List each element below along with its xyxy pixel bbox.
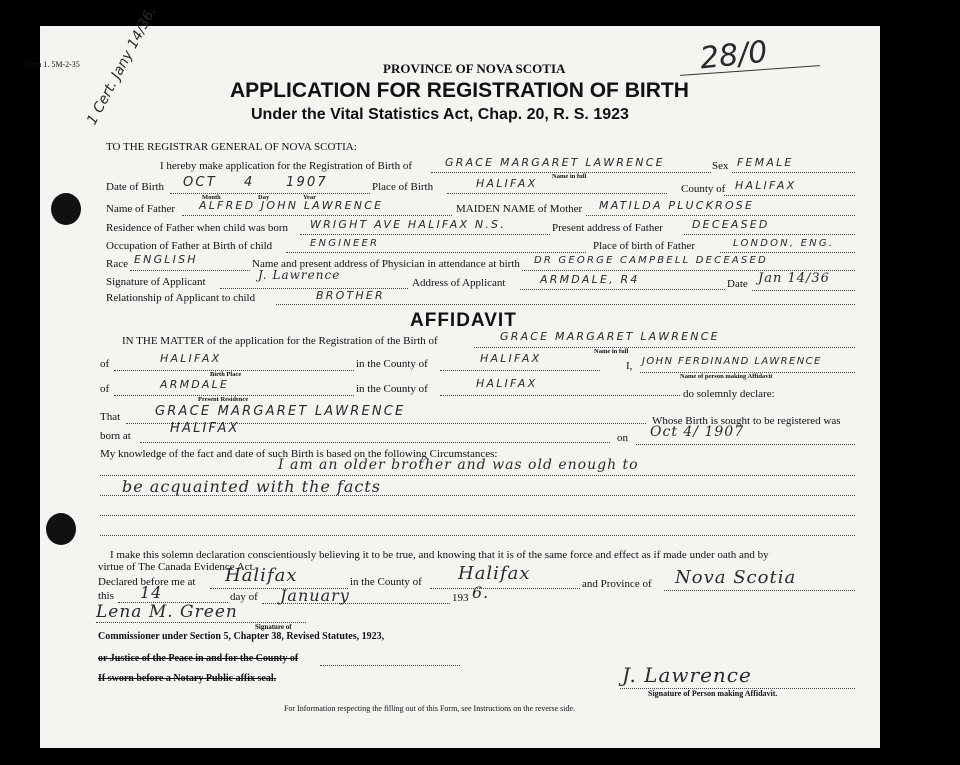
affidavit-that-name: GRACE MARGARET LAWRENCE — [155, 404, 406, 419]
province-label: and Province of — [582, 578, 652, 590]
residence-value: WRIGHT AVE HALIFAX N.S. — [310, 218, 506, 231]
deponent-name: JOHN FERDINAND LAWRENCE — [642, 356, 822, 367]
affidavit-born-at: HALIFAX — [170, 421, 240, 436]
circumstance-line-3 — [100, 515, 855, 516]
dob-year: 1907 — [286, 175, 328, 190]
year-label: Year — [303, 194, 316, 201]
serial-number: 28/0 — [698, 34, 770, 77]
mother-name: MATILDA PLUCKROSE — [599, 199, 755, 212]
year-prefix: 193 — [452, 592, 469, 604]
relationship-line — [276, 304, 855, 305]
circumstance-line-1 — [100, 475, 855, 476]
commissioner-label: Commissioner under Section 5, Chapter 38, Revised Statutes, 1923, — [98, 631, 385, 642]
occupation-label: Occupation of Father at Birth of child — [106, 240, 273, 252]
application-date: Jan 14/36 — [758, 271, 830, 286]
affiant-label: Signature of Person making Affidavit. — [648, 689, 778, 698]
form-title: APPLICATION FOR REGISTRATION OF BIRTH — [230, 79, 689, 102]
place-label: Place of Birth — [372, 181, 434, 193]
punch-hole-top — [51, 193, 81, 225]
affidavit-heading: AFFIDAVIT — [410, 310, 517, 331]
father-label: Name of Father — [106, 203, 176, 215]
residence-county-line — [440, 395, 680, 396]
sex-value: FEMALE — [737, 156, 794, 169]
county-label: County of — [681, 183, 726, 195]
physician-value: DR GEORGE CAMPBELL DECEASED — [534, 255, 768, 266]
certificate-note: 1 Cert. Jany 14/36. — [84, 4, 160, 128]
born-at-label: born at — [100, 430, 131, 442]
sex-label: Sex — [712, 160, 729, 172]
declared-at: Halifax — [225, 565, 298, 586]
affidavit-birth-place: HALIFAX — [160, 352, 222, 365]
date-label: Date — [727, 278, 748, 290]
notary-label: If sworn before a Notary Public affix seal. — [98, 673, 277, 684]
on-label: on — [617, 432, 628, 444]
physician-label: Name and present address of Physician in attendance at birth — [252, 258, 520, 270]
father-birthplace-value: LONDON, ENG. — [733, 238, 835, 249]
circumstance-line-1-text: I am an older brother and was old enough to — [278, 457, 639, 473]
race-line — [130, 270, 250, 271]
father-name: ALFRED JOHN LAWRENCE — [199, 199, 384, 212]
form-number: Form 1. 5M-2-35 — [24, 60, 80, 69]
father-birthplace-label: Place of birth of Father — [593, 240, 696, 252]
of-label: of — [100, 358, 110, 370]
father-line — [182, 215, 452, 216]
birth-county-line — [440, 370, 600, 371]
declared-province: Nova Scotia — [675, 567, 797, 588]
intro-label: I hereby make application for the Registration of Birth of — [160, 160, 413, 172]
affidavit-name-in-full: Name in full — [594, 348, 629, 355]
race-label: Race — [106, 258, 128, 270]
race-value: ENGLISH — [134, 253, 198, 266]
relationship-label: Relationship of Applicant to child — [106, 292, 256, 304]
province-heading: PROVINCE OF NOVA SCOTIA — [383, 61, 566, 76]
affidavit-residence: ARMDALE — [160, 378, 230, 391]
father-birthplace-line — [720, 252, 855, 253]
present-address-label: Present address of Father — [552, 222, 663, 234]
occupation-line — [286, 252, 586, 253]
commissioner-signature: Lena M. Green — [96, 602, 238, 622]
affidavit-on-date: Oct 4/ 1907 — [650, 424, 745, 440]
year-digit: 6. — [472, 583, 490, 602]
in-county-label: in the County of — [356, 358, 428, 370]
dob-day: 4 — [244, 175, 255, 190]
present-address-line — [684, 234, 855, 235]
signature-of-label: Signature of — [255, 623, 292, 631]
mother-line — [586, 215, 855, 216]
declare-label: do solemnly declare: — [683, 388, 775, 400]
dob-label: Date of Birth — [106, 181, 165, 193]
deponent-label: Name of person making Affidavit — [680, 373, 773, 380]
declared-county: Halifax — [458, 563, 531, 584]
place-line — [447, 193, 667, 194]
applicant-address-line — [520, 289, 725, 290]
day-label: Day — [258, 194, 270, 201]
justice-county-line — [320, 665, 460, 666]
name-in-full-label: Name in full — [552, 173, 587, 180]
declaration-text-2: virtue of The Canada Evidence Act. — [98, 561, 256, 573]
province-line — [664, 590, 855, 591]
knowledge-label: My knowledge of the fact and date of such Birth is based on the following Circumstances: — [100, 448, 498, 460]
on-date-line — [636, 444, 855, 445]
month-label: Month — [202, 194, 221, 201]
applicant-address-value: ARMDALE, R4 — [540, 273, 640, 286]
dob-line — [170, 193, 370, 194]
residence-label: Residence of Father when child was born — [106, 222, 289, 234]
declared-month: January — [280, 586, 350, 605]
declared-county-label: in the County of — [350, 576, 422, 588]
residence-sub-label: Present Residence — [198, 396, 249, 403]
circumstance-line-2-text: be acquainted with the facts — [122, 477, 382, 496]
county-value: HALIFAX — [735, 179, 797, 192]
birth-place-label: Birth Place — [210, 371, 242, 378]
declared-county-line — [430, 588, 580, 589]
county-line — [724, 195, 855, 196]
date-line — [752, 290, 855, 291]
relationship-value: BROTHER — [316, 289, 385, 302]
day-of-label: day of — [230, 591, 258, 603]
punch-hole-bottom — [46, 513, 76, 545]
circumstance-line-4 — [100, 535, 855, 536]
residence-line — [300, 234, 550, 235]
whose-birth-label: Whose Birth is sought to be registered was — [652, 415, 841, 427]
dob-month: OCT — [183, 175, 217, 190]
applicant-address-label: Address of Applicant — [412, 277, 506, 289]
declared-label: Declared before me at — [98, 576, 196, 588]
affidavit-residence-county: HALIFAX — [476, 377, 538, 390]
affiant-signature: J. Lawrence — [622, 663, 752, 687]
matter-label: IN THE MATTER of the application for the Registration of the Birth of — [122, 335, 438, 347]
to-registrar: TO THE REGISTRAR GENERAL OF NOVA SCOTIA: — [106, 141, 357, 153]
present-address-value: DECEASED — [692, 218, 770, 231]
signature-label: Signature of Applicant — [106, 276, 206, 288]
sex-line — [732, 172, 855, 173]
place-value: HALIFAX — [476, 177, 538, 190]
in-county-label-2: in the County of — [356, 383, 428, 395]
mother-label: MAIDEN NAME of Mother — [456, 203, 583, 215]
justice-label: or Justice of the Peace in and for the County of — [98, 653, 299, 664]
applicant-signature: J. Lawrence — [258, 268, 341, 282]
matter-name-line — [474, 347, 855, 348]
declaration-text: I make this solemn declaration conscientiously believing it to be true, and knowing that it is of the same force and effect as if made under oath and by — [110, 549, 769, 561]
declared-day: 14 — [140, 583, 163, 602]
i-label: I, — [626, 360, 633, 372]
child-name: GRACE MARGARET LAWRENCE — [445, 156, 665, 169]
that-label: That — [100, 411, 121, 423]
affidavit-birth-county: HALIFAX — [480, 352, 542, 365]
this-label: this — [98, 590, 114, 602]
affidavit-child-name: GRACE MARGARET LAWRENCE — [500, 330, 720, 343]
born-at-line — [140, 442, 610, 443]
occupation-value: ENGINEER — [310, 238, 380, 249]
footer-instructions: For Information respecting the filling out of this Form, see Instructions on the reverse side. — [284, 704, 576, 713]
form-subtitle: Under the Vital Statistics Act, Chap. 20, R. S. 1923 — [251, 106, 629, 123]
of-label-2: of — [100, 383, 110, 395]
